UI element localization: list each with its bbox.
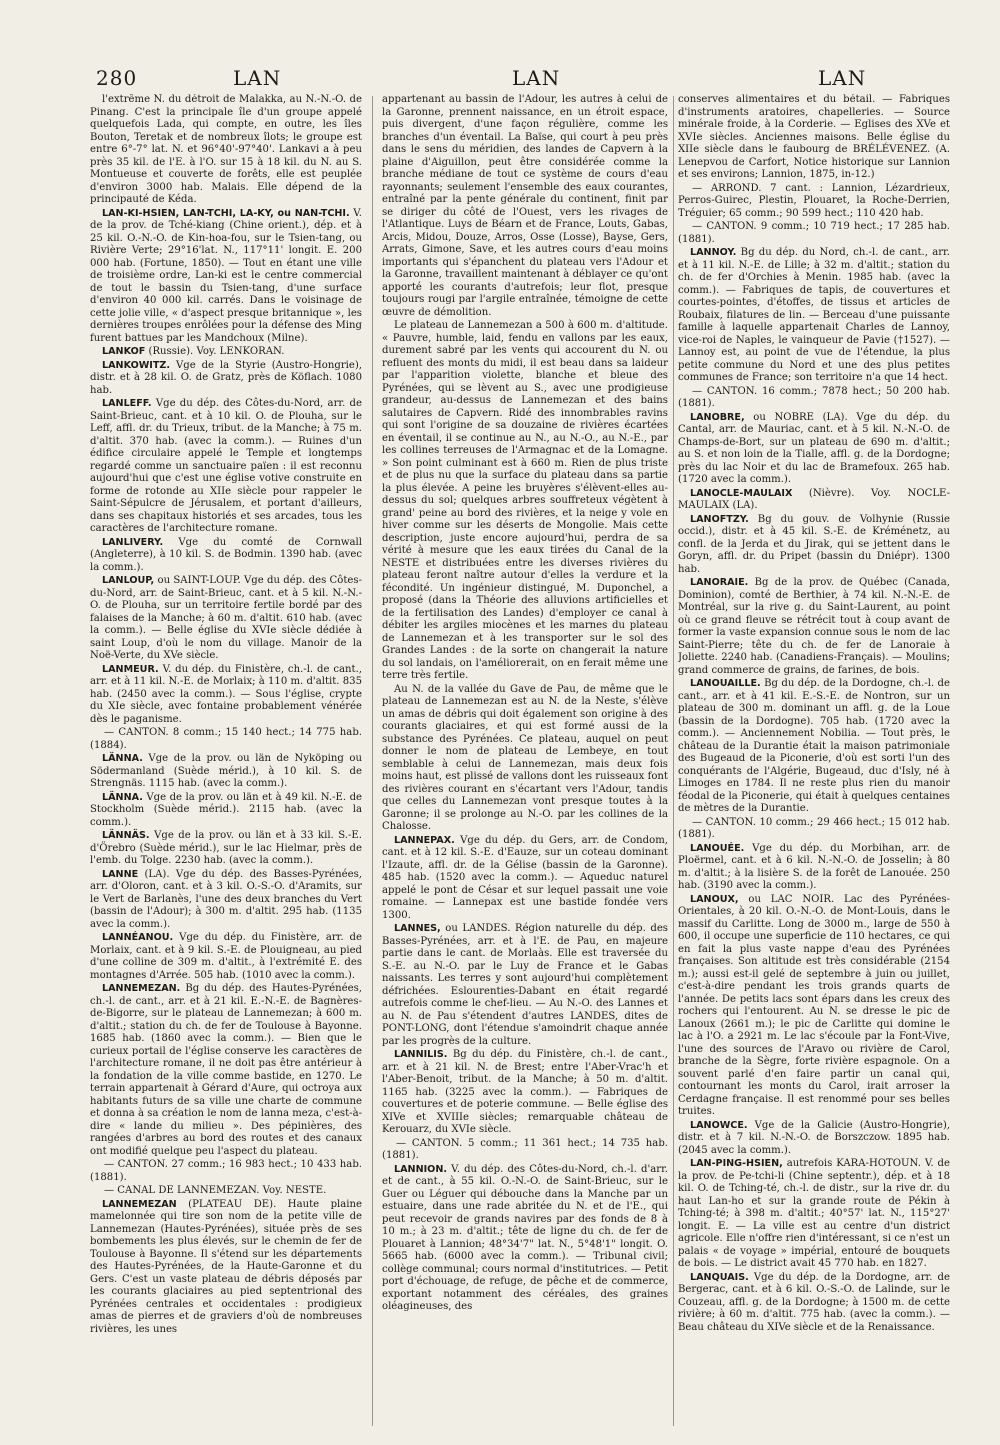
dictionary-entry [382, 835, 668, 923]
entry-text: (Russie). Voy. LENKORAN. [148, 346, 285, 357]
entry-headword: LANNES, [394, 923, 441, 934]
dictionary-entry [382, 94, 668, 319]
entry-text: Vge de la prov. ou län de Nyköping ou Södermanland (Suède mérid.), à 10 kil. S. de Strengnäs. 1115 hab. (avec la comm.). [90, 753, 362, 789]
entry-text: l'extrême N. du détroit de Malakka, au N.-N.-O. de Pinang. C'est la principale île d'un groupe appelé quelquefois Lada, qui compte, en outre, les îles Bouton, Teretak et de nombreux îlots; le groupe est entre 6°-7° lat. N. et 96°40'-97°40'. Lankavi a à peu près 35 kil. de l'E. à l'O. sur 15 à 18 kil. du N. au S. Montueuse et couverte de forêts, elle est peuplée d'environ 3000 hab. Malais. Elle dépend de la principauté de Kéda. [90, 94, 362, 205]
dictionary-entry [90, 537, 362, 575]
entry-text: Vge du comté de Cornwall (Angleterre), à 10 kil. S. de Bodmin. 1390 hab. (avec la comm.). [90, 536, 362, 573]
entry-text: — CANTON. 5 comm.; 11 361 hect.; 14 735 hab. (1881). [382, 1137, 668, 1161]
dictionary-entry [678, 577, 950, 677]
dictionary-entry [678, 183, 950, 221]
entry-text: Vge du dép. de la Dordogne, arr. de Bergerac, cant. et à 6 kil. O.-S.-O. de Lalinde, sur le Couzeau, affl. g. de la Dordogne; à 1500 m. de cette rivière; à 60 m. d'altit. 775 hab. (avec la comm.). — Beau château du XIVe siècle et de la Renaissance. [678, 1271, 950, 1333]
entry-headword: LANOFTZY. [690, 513, 749, 525]
dictionary-entry [90, 869, 362, 932]
entry-headword: LANNILIS. [394, 1049, 448, 1060]
entry-text: V. du dép. du Finistère, ch.-l. de cant., arr. et à 11 kil. N.-E. de Morlaix; à 110 m. d'altit. 835 hab. (2450 avec la comm.). — Sous l'église, crypte du XIe siècle, avec fontaine probablement vénérée dès le paganisme. [90, 663, 362, 725]
dictionary-entry [90, 753, 362, 791]
entry-headword: LANKOWITZ. [102, 359, 171, 371]
entry-text: Vge du dép. des Côtes-du-Nord, arr. de Saint-Brieuc, cant. et à 10 kil. O. de Plouha, sur le Leff, affl. dr. du Trieux, tribut. de la Manche; à 75 m. d'altit. 370 hab. (avec la comm.). — Ruines d'un édifice circulaire appelé le Temple et longtemps regardé comme un sanctuaire païen : il est reconnu aujourd'hui que c'est une église votive construite en forme de rotonde au XIIe siècle pour rappeler le Saint-Sépulcre de Jérusalem, et portant d'ailleurs, dans ses chapitaux historiés et ses arcades, tous les caractères de l'architecture romane. [90, 398, 362, 534]
entry-headword: LANNION. [394, 1163, 447, 1175]
dictionary-entry [678, 514, 950, 577]
entry-text: Bg du dép. des Hautes-Pyrénées, ch.-l. de cant., arr. et à 21 kil. E.-N.-E. de Bagnères-de-Bigorre, sur le plateau de Lannemezan; à 600 m. d'altit.; station du ch. de fer de Toulouse à Bayonne. 1685 hab. (1860 avec la comm.). — Bien que le curieux portail de l'église conserve les caractères de l'architecture romane, il ne doit pas être antérieur à la fondation de la ville comme bastide, en 1270. Le terrain appartenait à Gérard d'Aure, qui octroya aux habitants futurs de sa ville une charte de commune et donna à sa création le nom de lanna meza, c'est-à-dire « lande du milieu ». Des pépinières, des rangées d'arbres au bord des routes et des canaux ont modifié quelque peu l'aspect du plateau. [90, 983, 362, 1157]
dictionary-entry [90, 983, 362, 1158]
entry-text: — CANTON. 9 comm.; 10 719 hect.; 17 285 hab. (1881). [678, 221, 950, 245]
column-rule-2 [673, 96, 674, 1426]
entry-text: Bg du dép. du Finistère, ch.-l. de cant., arr. et à 21 kil. N. de Brest; entre l'Aber-Vrac'h et l'Aber-Benoit, tribut. de la Manche; à 50 m. d'altit. 1165 hab. (3225 avec la comm.). — Fabriques de couvertures et de poterie commune. — Belle église des XIVe et XVIIIe siècles; remarquable château de Kerouarz, du XVIe siècle. [382, 1049, 668, 1135]
dictionary-entry [90, 360, 362, 398]
dictionary-entry [90, 1159, 362, 1184]
dictionary-entry [90, 664, 362, 727]
dictionary-entry [90, 792, 362, 830]
dictionary-entry [90, 1199, 362, 1337]
entry-text: — CANTON. 10 comm.; 29 466 hect.; 15 012 hab. (1881). [678, 816, 950, 840]
entry-text: Vge de la prov. ou län et à 33 kil. S.-E. d'Örebro (Suède mérid.), sur le lac Hielmar, près de l'emb. du Tolge. 2230 hab. (avec la comm.). [90, 830, 362, 866]
entry-headword: LÄNNA. [102, 753, 143, 764]
entry-text: Vge du dép. du Gers, arr. de Condom, cant. et à 12 kil. S.-E. d'Eauze, sur un coteau dominant l'Izaute, affl. dr. de la Gélise (bassin de la Garonne). 485 hab. (1520 avec la comm.). — Aqueduc naturel appelé le pont de César et sur lequel passait une voie romaine. — Lannepax est une bastide fondée vers 1300. [382, 834, 668, 921]
entry-text: (Nièvre). Voy. NOCLE-MAULAIX (LA). [678, 487, 950, 511]
entry-text: appartenant au bassin de l'Adour, les autres à celui de la Garonne, prennent naissance, en un étroit espace, puis divergent, d'une façon régulière, comme les branches d'un éventail. La Baïse, qui court à peu près dans le sens du méridien, des landes de Capvern à la plaine d'Aiguillon, peut être considérée comme la branche médiane de tout ce système de cours d'eau rayonnants; seulement l'ensemble des eaux courantes, entraîné par la pente générale du continent, finit par se diriger du côté de l'Ouest, vers les rivages de l'Atlantique. Luys de Béarn et de France, Louts, Gabas, Arcis, Midou, Douze, Arros, Osse (Losse), Bayse, Gers, Arrats, Gimone, Save, et les autres cours d'eau moins importants qui s'épanchent du plateau vers l'Adour et la Garonne, travaillent maintenant à déblayer ce qu'ont apporté les courants d'autrefois; leur flot, presque toujours rougi par l'argile entraînée, témoigne de cette œuvre de démolition. [382, 94, 668, 318]
dictionary-entry [678, 678, 950, 816]
entry-headword: LANOBRE, [690, 411, 745, 423]
entry-headword: LANNÉANOU. [102, 932, 174, 943]
entry-headword: LANOCLE-MAULAIX [690, 487, 793, 499]
dictionary-entry [382, 1138, 668, 1163]
entry-headword: LANKOF [102, 346, 146, 357]
dictionary-entry [678, 817, 950, 842]
dictionary-entry [382, 1164, 668, 1314]
entry-text: (PLATEAU DE). Haute plaine mamelonnée qui tire son nom de la petite ville de Lannemezan (Hautes-Pyrénées), située près de ses bombements les plus élevés, sur le chemin de fer de Toulouse à Bayonne. Il s'étend sur les départements des Hautes-Pyrénées, de la Haute-Garonne et du Gers. C'est un vaste plateau de débris déposés par les courants glaciaires au pied septentrional des Pyrénées centrales et occidentales : prodigieux amas de pierres et de graviers d'où de nombreuses rivières, les unes [90, 1198, 362, 1335]
running-head-right: LAN [818, 66, 867, 90]
entry-text: — CANAL DE LANNEMEZAN. Voy. NESTE. [104, 1185, 327, 1196]
dictionary-entry [90, 830, 362, 868]
entry-headword: LANOUÉE. [690, 842, 745, 854]
dictionary-entry [90, 398, 362, 536]
entry-text: (LA). Vge du dép. des Basses-Pyrénées, arr. d'Oloron, cant. et à 3 kil. O.-S.-O. d'Aramits, sur le Vert de Barlanès, l'une des deux branches du Vert (bassin de l'Adour); à 300 m. d'altit. 295 hab. (1135 avec la comm.). [90, 868, 362, 930]
entry-headword: LANORAIE. [690, 577, 749, 588]
entry-text: ou LAC NOIR. Lac des Pyrénées-Orientales, à 20 kil. O.-N.-O. de Mont-Louis, dans le massif du Carlitte. Long de 3000 m., large de 550 à 600, il occupe une superficie de 110 hectares, ce qui en fait la plus vaste nappe d'eau des Pyrénées françaises. Son altitude est très considérable (2154 m.); aussi est-il gelé de septembre à juin ou juillet, c'est-à-dire pendant les trois grands quarts de l'année. De petits lacs sont épars dans les creux des rochers qui l'entourent. Au N. se dresse le pic de Lanoux (2661 m.); le pic de Carlitte qui domine le lac à l'O. a 2921 m. Le lac s'écoule par la Font-Vive, l'une des sources de l'Aravo ou rivière de Carol, branche de la Sègre, forte rivière espagnole. On a souvent parlé d'en faire partir un canal qui, contournant les monts du Carol, irait arroser la Cerdagne française. Il est renommé pour ses belles truites. [678, 893, 950, 1117]
dictionary-entry [678, 386, 950, 411]
entry-headword: LÄNNÄS. [102, 830, 150, 841]
entry-text: — ARROND. 7 cant. : Lannion, Lézardrieux, Perros-Guirec, Plestin, Plouaret, la Roche-Derrien, Tréguier; 65 comm.; 90 599 hect.; 110 420 hab. [678, 182, 950, 219]
entry-text: ou SAINT-LOUP. Vge du dép. des Côtes-du-Nord, arr. de Saint-Brieuc, cant. et à 5 kil. N.-N.-O. de Plouha, sur un territoire fertile bordé par des falaises de la Manche; à 60 m. d'altit. 610 hab. (avec la comm.). — Belle église du XVIe siècle dédiée à saint Loup, d'où le nom du village. Manoir de la Noë-Verte, du XVe siècle. [90, 575, 362, 661]
dictionary-entry [678, 894, 950, 1119]
dictionary-entry [678, 221, 950, 246]
entry-text: — CANTON. 16 comm.; 7878 hect.; 50 200 hab. (1881). [678, 385, 950, 409]
dictionary-entry [90, 208, 362, 346]
entry-headword: LANNEMEZAN. [102, 983, 181, 994]
entry-text: ou LANDES. Région naturelle du dép. des Basses-Pyrénées, arr. et à l'E. de Pau, en majeure partie dans le cant. de Morlaàs. Elle est traversée du S.-E. au N.-O. par le Luy de France et le Gabas naissants. Les terres y sont aujourd'hui complètement défrichées. Eslourenties-Dabant en était regardé autrefois comme le chef-lieu. — Au N.-O. des Lannes et au N. de Pau s'étendent d'autres LANDES, dites de PONT-LONG, dont l'étendue s'amoindrit chaque année par les progrès de la culture. [382, 923, 668, 1047]
dictionary-entry [678, 1120, 950, 1158]
entry-text: Vge de la Styrie (Austro-Hongrie), distr. et à 28 kil. O. de Gratz, près de Köflach. 1080 hab. [90, 359, 362, 396]
entry-headword: LÄNNA. [102, 791, 143, 803]
entry-text: Vge de la prov. ou län et à 49 kil. N.-E. de Stockholm (Suède mérid.). 2115 hab. (avec la comm.). [90, 791, 362, 828]
dictionary-entry [90, 575, 362, 663]
entry-headword: LANNE [102, 868, 139, 880]
entry-text: V. de la prov. de Tché-kiang (Chine orient.), dép. et à 25 kil. O.-N.-O. de Kin-hoa-fou, sur le Tsien-tang, ou Rivière Verte; 29°16'lat. N., 117°11' longit. E. 200 000 hab. (Fortune, 1850). — Tout en étant une ville de troisième ordre, Lan-ki est le centre commercial de tout le bassin du Tsien-tang, d'une surface d'environ 40 000 kil. carrés. Dans le voisinage de cette jolie ville, « d'aspect presque britannique », les dernières troupes enrôlées pour la défense des Ming furent battues par les Mandchoux (Milne). [90, 207, 362, 344]
entry-text: Bg du dép. de la Dordogne, ch.-l. de cant., arr. et à 41 kil. E.-S.-E. de Nontron, sur un plateau de 300 m. dominant un affl. g. de la Loue (bassin de la Dordogne). 705 hab. (1720 avec la comm.). — Anciennement Nobilia. — Tout près, le château de la Durantie était la maison patrimoniale des Bugeaud de la Piconerie, d'où est sorti l'un des conquérants de l'Algérie, Bugeaud, duc d'Isly, né à Limoges en 1784. Il ne reste plus rien du manoir féodal de la Piconerie, qui était à quelques centaines de mètres de la Durantie. [678, 678, 950, 814]
entry-text: Bg du gouv. de Volhynie (Russie occid.), distr. et à 45 kil. S.-E. de Kréménetz, au confl. de la Jerda et du Jirak, qui se jettent dans le Goryn, affl. dr. du Pripet (bassin du Dniépr). 1300 hab. [678, 513, 950, 575]
entry-text: — CANTON. 8 comm.; 15 140 hect.; 14 775 hab. (1884). [90, 727, 362, 751]
dictionary-entry [678, 247, 950, 385]
dictionary-entry [678, 488, 950, 513]
dictionary-entry [90, 932, 362, 982]
entry-headword: LANLEFF. [102, 398, 152, 409]
entry-text: conserves alimentaires et du bétail. — Fabriques d'instruments aratoires, chapelleries. — Source minérale froide, à la Corderie. — Eglises des XVe et XVIe siècles. Anciennes maisons. Belle église du XIIe siècle dans le faubourg de BRÉLÉVENEZ. (A. Lenepvou de Carfort, Notice historique sur Lannion et ses environs; Lannion, 1875, in-12.) [678, 94, 950, 180]
dictionary-entry [678, 843, 950, 893]
entry-text: Au N. de la vallée du Gave de Pau, de même que le plateau de Lannemezan est au N. de la Neste, s'élève un amas de débris qui doit également son origine à des courants glaciaires, et qui est formé aussi de la substance des Pyrénées. Ce plateau, auquel on peut donner le nom de plateau de Lembeye, en tout semblable à celui de Lannemezan, mais deux fois moins haut, est plissé de vallons dont les ruisseaux font des rivières courant en s'écartant vers l'Adour, tandis que celles du Lannemezan vont presque toutes à la Garonne; il se prolonge au N.-O. par les collines de la Chalosse. [382, 683, 668, 832]
dictionary-entry [90, 727, 362, 752]
entry-text: Le plateau de Lannemezan a 500 à 600 m. d'altitude. « Pauvre, humble, laid, fendu en vallons par les eaux, durement sabré par les vents qui accourent du N. ou refluent des monts du midi, il est beau dans sa laideur par l'apparition violette, blanche et bleue des Pyrénées, qui se lèvent au S., avec une prodigieuse grandeur, au-dessus de Lannemezan et des bains salutaires de Capvern. Ridé des innombrables ravins qui sont l'origine de sa douzaine de rivières écartées en éventail, il se continue au N., au N.-O., au N.-E., par les collines terreuses de l'Armagnac et de la Lomagne. » Son point culminant est à 660 m. Rien de plus triste et de plus nu que la surface du plateau dans sa partie la plus élevée. A peine les bruyères s'élèvent-elles au-dessus du sol; quelques arbres souffreteux végètent à grand' peine au bord des rivières, et la neige y vole en hiver comme sur les déserts de Mongolie. Mais cette description, juste encore aujourd'hui, perdra de sa vérité à mesure que les eaux tirées du Canal de la NESTE et distribuées entre les diverses rivières du plateau feront naître autour d'elles la verdure et la fécondité. Un ingénieur distingué, M. Duponchel, a proposé (dans la Théorie des alluvions artificielles et de la fertilisation des Landes) d'employer ce canal à débiter les argiles miocènes et les marnes du plateau de Lannemezan et à les transporter sur le sol des Grandes Landes : de la sorte on changerait la nature du sol landais, on l'améliorerait, on en ferait même une terre très fertile. [382, 320, 668, 681]
entry-headword: LAN-KI-HSIEN, LAN-TCHI, LA-KY, ou NAN-TCHI. [102, 207, 350, 219]
dictionary-entry [678, 1272, 950, 1335]
entry-text: V. du dép. des Côtes-du-Nord, ch.-l. d'arr. et de cant., à 55 kil. O.-N.-O. de Saint-Brieuc, sur le Guer ou Léguer qui débouche dans la Manche par un estuaire, dans une rade abritée du N. et de l'E., qui peut recevoir de grands navires par des fonds de 8 à 10 m.; à 23 m. d'altit.; tête de ligne du ch. de fer de Plouaret à Lannion; 48°34'7" lat. N., 5°48'1" longit. O. 5665 hab. (6000 avec la comm.). — Tribunal civil; collège communal; cours normal d'institutrices. — Petit port d'échouage, de refuge, de pêche et de commerce, exportant notamment des céréales, des graines oléagineuses, des [382, 1163, 668, 1312]
running-head-center: LAN [512, 66, 561, 90]
dictionary-entry [678, 1158, 950, 1271]
entry-headword: LANNEMEZAN [102, 1198, 177, 1210]
entry-headword: LANNEPAX. [394, 834, 455, 846]
entry-headword: LANOUX, [690, 893, 739, 905]
entry-headword: LANMEUR. [102, 663, 159, 675]
entry-headword: LANNOY. [690, 247, 737, 258]
entry-headword: LANLOUP, [102, 575, 155, 586]
entry-text: Vge du dép. du Finistère, arr. de Morlaix, cant. et à 9 kil. S.-E. de Plouigneau, au pied d'une colline de 309 m. d'altit., à l'extrémité E. des montagnes d'Arrée. 505 hab. (1010 avec la comm.). [90, 932, 362, 981]
column-left [90, 94, 362, 1434]
column-middle [382, 94, 668, 1434]
entry-headword: LAN-PING-HSIEN, [690, 1158, 783, 1169]
column-rule-1 [372, 96, 373, 1426]
dictionary-entry [382, 684, 668, 834]
entry-headword: LANLIVERY. [102, 536, 164, 548]
entry-text: autrefois KARA-HOTOUN. V. de la prov. de Pe-tchi-li (Chine septentr.), dép. et à 18 kil. O. de Tching-té, ch.-l. de distr., sur la rive dr. du haut Lan-ho et sur la grande route de Pékin à Tching-té; à 398 m. d'altit.; 40°57' lat. N., 115°27' longit. E. — La ville est au centre d'un district agricole. Elle n'offre rien d'intéressant, si ce n'est un palais « de voyage » impérial, entouré de bouquets de bois. — Le district avait 45 770 hab. en 1827. [678, 1158, 950, 1269]
dictionary-entry [90, 346, 362, 359]
entry-text: ou NOBRE (LA). Vge du dép. du Cantal, arr. de Mauriac, cant. et à 5 kil. N.-N.-O. de Champs-de-Bort, sur un plateau de 690 m. d'altit.; au S. et non loin de la Tialle, affl. g. de la Dordogne; près du lac Noir et du lac de Bramefoux. 265 hab. (1720 avec la comm.). [678, 411, 950, 485]
dictionary-entry [382, 320, 668, 683]
dictionary-entry [382, 1049, 668, 1137]
entry-text: Vge de la Galicie (Austro-Hongrie), distr. et à 7 kil. N.-N.-O. de Borszczow. 1895 hab. (2045 avec la comm.). [678, 1119, 950, 1156]
entry-headword: LANOUAILLE. [690, 678, 761, 689]
entry-text: — CANTON. 27 comm.; 16 983 hect.; 10 433 hab. (1881). [90, 1159, 362, 1183]
dictionary-entry [678, 412, 950, 487]
page-number: 280 [96, 66, 138, 90]
column-right [678, 94, 950, 1434]
entry-text: Bg de la prov. de Québec (Canada, Dominion), comté de Berthier, à 74 kil. N.-N.-E. de Montréal, sur la rive g. du Saint-Laurent, au point où ce grand fleuve se rétrécit tout à coup avant de former la vaste expansion connue sous le nom de lac Saint-Pierre; tête du ch. de fer de Lanoraie à Joliette. 2240 hab. (Canadiens-Français). — Moulins; grand commerce de grains, de farines, de bois. [678, 577, 950, 676]
running-head-left: LAN [233, 66, 282, 90]
dictionary-entry [678, 94, 950, 182]
entry-headword: LANOWCE. [690, 1119, 748, 1131]
dictionary-entry [382, 923, 668, 1048]
entry-headword: LANQUAIS. [690, 1271, 749, 1283]
dictionary-entry [90, 94, 362, 207]
dictionary-entry [90, 1185, 362, 1198]
entry-text: Bg du dép. du Nord, ch.-l. de cant., arr. et à 11 kil. N.-E. de Lille; à 32 m. d'altit.; station du ch. de fer d'Orchies à Menin. 1985 hab. (avec la comm.). — Fabriques de tapis, de couvertures et courtes-pointes, d'étoffes, de tissus et articles de Roubaix, filatures de lin. — Berceau d'une puissante famille à laquelle appartenait Charles de Lannoy, vice-roi de Naples, le vainqueur de Pavie (†1527). — Lannoy est, au point de vue de l'étendue, la plus petite commune du Nord et une des plus petites communes de France; son territoire n'a que 14 hect. [678, 247, 950, 383]
entry-text: Vge du dép. du Morbihan, arr. de Ploërmel, cant. et à 6 kil. N.-N.-O. de Josselin; à 80 m. d'altit.; à la lisière S. de la forêt de Lanouée. 250 hab. (3190 avec la comm.). [678, 842, 950, 891]
